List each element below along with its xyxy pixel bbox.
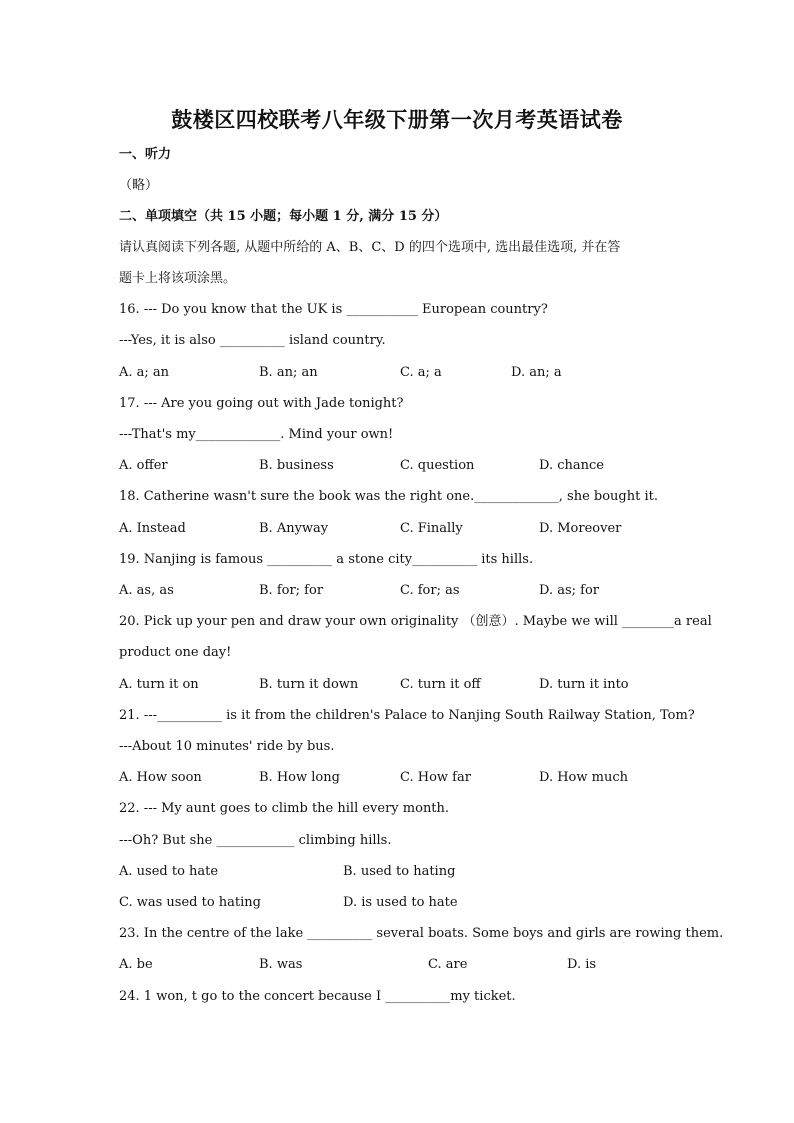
question-22-option-a: A. used to hate [119, 864, 219, 879]
question-16-line-2: ---Yes, it is also __________ island country. [119, 333, 386, 348]
question-24-line-1: 24. 1 won, t go to the concert because I __________my ticket. [119, 989, 516, 1004]
question-17-line-2: ---That's my_____________. Mind your own! [119, 427, 394, 442]
question-23-option-b: B. was [259, 957, 303, 972]
question-20-option-a: A. turn it on [119, 677, 199, 692]
instructions-line-2: 题卡上将该项涂黑。 [119, 271, 237, 286]
question-17-option-d: D. chance [539, 458, 604, 473]
question-16-line-1: 16. --- Do you know that the UK is ___________ European country? [119, 302, 548, 317]
question-23-option-a: A. be [119, 957, 153, 972]
question-16-option-b: B. an; an [259, 365, 318, 380]
question-17-option-b: B. business [259, 458, 334, 473]
question-16-option-c: C. a; a [400, 365, 442, 380]
question-19-option-d: D. as; for [539, 583, 600, 598]
question-23-option-d: D. is [567, 957, 597, 972]
question-17-option-a: A. offer [119, 458, 168, 473]
section-1-heading: 一、听力 [119, 147, 172, 162]
question-20-line-1: 20. Pick up your pen and draw your own originality （创意）. Maybe we will ________a real [119, 614, 712, 629]
instructions-line-1: 请认真阅读下列各题, 从题中所给的 A、B、C、D 的四个选项中, 选出最佳选项, 并在答 [119, 240, 621, 255]
question-22-line-2: ---Oh? But she ____________ climbing hills. [119, 833, 392, 848]
question-22-option-b: B. used to hating [343, 864, 456, 879]
question-18-option-a: A. Instead [119, 521, 186, 536]
question-21-option-a: A. How soon [119, 770, 202, 785]
question-18-option-b: B. Anyway [259, 521, 329, 536]
question-20-line-2: product one day! [119, 645, 232, 660]
page-title: 鼓楼区四校联考八年级下册第一次月考英语试卷 [171, 107, 623, 132]
question-19-option-b: B. for; for [259, 583, 324, 598]
section-1-note: （略） [119, 178, 159, 193]
question-21-option-b: B. How long [259, 770, 340, 785]
question-21-option-c: C. How far [400, 770, 471, 785]
question-18-option-d: D. Moreover [539, 521, 622, 536]
question-20-option-b: B. turn it down [259, 677, 359, 692]
question-18-option-c: C. Finally [400, 521, 463, 536]
question-16-option-d: D. an; a [511, 365, 562, 380]
question-23-line-1: 23. In the centre of the lake __________ several boats. Some boys and girls are rowing them. [119, 926, 724, 941]
question-21-line-2: ---About 10 minutes' ride by bus. [119, 739, 335, 754]
question-20-option-d: D. turn it into [539, 677, 629, 692]
question-22-option-d: D. is used to hate [343, 895, 458, 910]
question-17-option-c: C. question [400, 458, 475, 473]
question-23-option-c: C. are [428, 957, 468, 972]
question-17-line-1: 17. --- Are you going out with Jade tonight? [119, 396, 404, 411]
question-20-option-c: C. turn it off [400, 677, 481, 692]
question-18-line-1: 18. Catherine wasn't sure the book was the right one._____________, she bought it. [119, 489, 658, 504]
question-22-line-1: 22. --- My aunt goes to climb the hill every month. [119, 801, 450, 816]
question-16-option-a: A. a; an [119, 365, 170, 380]
question-22-option-c: C. was used to hating [119, 895, 262, 910]
section-2-heading: 二、单项填空（共 15 小题；每小题 1 分, 满分 15 分） [119, 209, 448, 224]
question-21-line-1: 21. ---__________ is it from the children's Palace to Nanjing South Railway Station, Tom? [119, 708, 695, 723]
question-21-option-d: D. How much [539, 770, 629, 785]
question-19-option-c: C. for; as [400, 583, 460, 598]
question-19-option-a: A. as, as [119, 583, 174, 598]
question-19-line-1: 19. Nanjing is famous __________ a stone city__________ its hills. [119, 552, 534, 567]
